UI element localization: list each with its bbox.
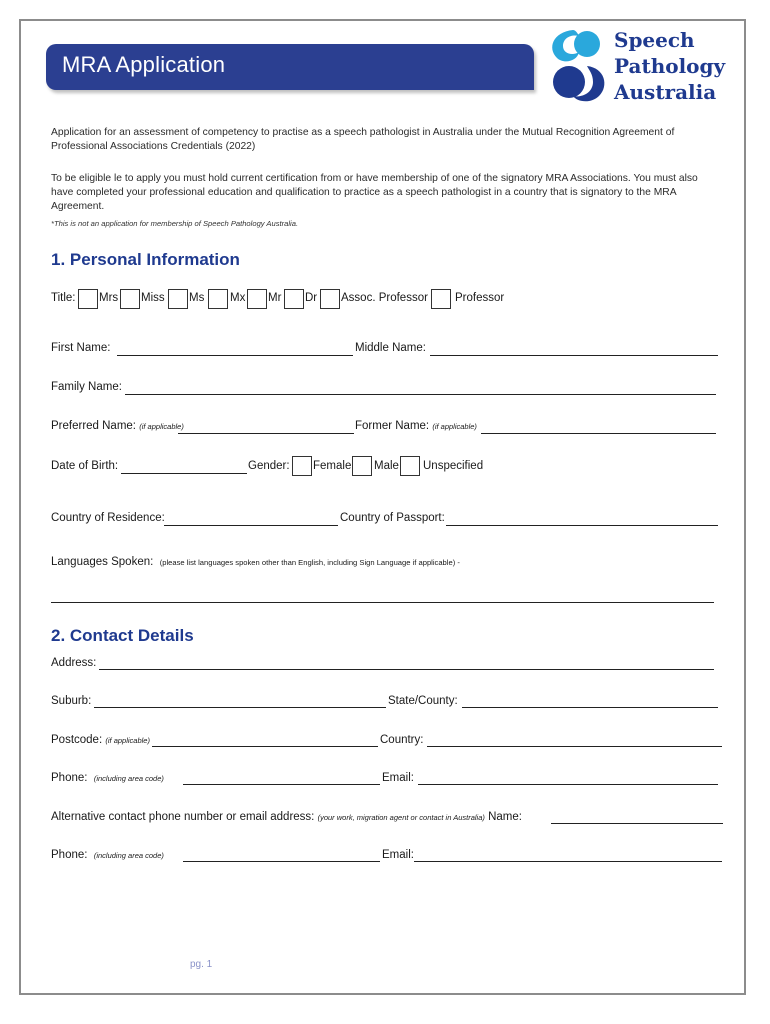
languages-spoken-label: Languages Spoken: (please list languages spoken other than English, including Sign Language if applicable) - — [51, 556, 460, 568]
title-professor-checkbox[interactable] — [431, 289, 451, 309]
title-mx-checkbox[interactable] — [208, 289, 228, 309]
postcode-label: Postcode: (if applicable) — [51, 734, 150, 746]
title-professor-label: Professor — [455, 292, 505, 304]
family-name-label: Family Name: — [51, 381, 122, 393]
title-ms-label: Ms — [189, 292, 205, 304]
alternative-contact-label: Alternative contact phone number or email address: (your work, migration agent or contact in Australia) Name: — [51, 811, 522, 823]
preferred-name-hint: (if applicable) — [139, 422, 184, 431]
gender-male-label: Male — [374, 460, 399, 472]
phone-field[interactable] — [183, 784, 380, 785]
title-mrs-checkbox[interactable] — [78, 289, 98, 309]
country-of-passport-field[interactable] — [446, 525, 718, 526]
former-name-hint: (if applicable) — [432, 422, 477, 431]
title-assoc-professor-label: Assoc. Professor — [341, 292, 428, 304]
gender-unspecified-checkbox[interactable] — [400, 456, 420, 476]
logo-line-2: Pathology — [614, 54, 726, 78]
languages-spoken-hint: (please list languages spoken other than English, including Sign Language if applicable) - — [159, 558, 460, 567]
alt-email-field[interactable] — [414, 861, 722, 862]
page-title: MRA Application — [62, 52, 226, 77]
middle-name-field[interactable] — [430, 355, 718, 356]
logo-wordmark — [614, 27, 725, 105]
country-of-residence-field[interactable] — [164, 525, 338, 526]
title-ms-checkbox[interactable] — [168, 289, 188, 309]
country-label: Country: — [380, 734, 424, 746]
title-label: Title: — [51, 292, 76, 304]
logo-line-1: Speech — [614, 28, 695, 52]
alt-email-label: Email: — [382, 849, 414, 861]
alternative-contact-hint: (your work, migration agent or contact in Australia) — [317, 813, 485, 822]
gender-label: Gender: — [248, 460, 290, 472]
former-name-label: Former Name: (if applicable) — [355, 420, 477, 432]
date-of-birth-field[interactable] — [121, 473, 247, 474]
title-mr-label: Mr — [268, 292, 282, 304]
date-of-birth-label: Date of Birth: — [51, 460, 119, 472]
suburb-label: Suburb: — [51, 695, 92, 707]
title-assoc-professor-checkbox[interactable] — [320, 289, 340, 309]
first-name-field[interactable] — [117, 355, 353, 356]
email-label: Email: — [382, 772, 414, 784]
title-miss-label: Miss — [141, 292, 165, 304]
gender-female-checkbox[interactable] — [292, 456, 312, 476]
first-name-label: First Name: — [51, 342, 111, 354]
alternative-contact-name-field[interactable] — [551, 823, 723, 824]
country-field[interactable] — [427, 746, 722, 747]
alt-phone-hint: (including area code) — [93, 851, 164, 860]
email-field[interactable] — [418, 784, 718, 785]
middle-name-label: Middle Name: — [355, 342, 426, 354]
state-county-field[interactable] — [462, 707, 718, 708]
alt-phone-label: Phone: (including area code) — [51, 849, 164, 861]
postcode-hint: (if applicable) — [105, 736, 150, 745]
intro-paragraph-1: Application for an assessment of competency to practise as a speech pathologist in Australia under the Mutual Recognition Agreement of Professional Associations Credentials (2022) — [51, 127, 675, 152]
page-number: pg. 1 — [190, 959, 213, 970]
title-mr-checkbox[interactable] — [247, 289, 267, 309]
address-field[interactable] — [99, 669, 714, 670]
title-banner — [46, 44, 534, 90]
preferred-name-label: Preferred Name: (if applicable) — [51, 420, 184, 432]
preferred-name-field[interactable] — [178, 433, 354, 434]
speech-pathology-australia-logo — [543, 26, 735, 104]
title-mx-label: Mx — [230, 292, 246, 304]
gender-female-label: Female — [313, 460, 352, 472]
country-of-residence-label: Country of Residence: — [51, 512, 165, 524]
logo-mark-icon — [543, 26, 613, 104]
contact-details-heading: 2. Contact Details — [51, 626, 194, 645]
suburb-field[interactable] — [94, 707, 386, 708]
intro-paragraph-2: To be eligible le to apply you must hold current certification from or have membership of one of the signatory MRA Associations. You must also have completed your professional education and qualification to practice as a speech pathologist in a country that is signatory to the MRA Agreement. — [51, 173, 698, 212]
postcode-field[interactable] — [152, 746, 378, 747]
personal-information-heading: 1. Personal Information — [51, 250, 240, 269]
title-mrs-label: Mrs — [99, 292, 119, 304]
phone-hint: (including area code) — [93, 774, 164, 783]
gender-unspecified-label: Unspecified — [423, 460, 484, 472]
title-dr-checkbox[interactable] — [284, 289, 304, 309]
gender-male-checkbox[interactable] — [352, 456, 372, 476]
title-dr-label: Dr — [305, 292, 318, 304]
alt-phone-field[interactable] — [183, 861, 380, 862]
country-of-passport-label: Country of Passport: — [340, 512, 445, 524]
logo-line-3: Australia — [614, 80, 717, 104]
state-county-label: State/County: — [388, 695, 458, 707]
address-label: Address: — [51, 657, 97, 669]
phone-label: Phone: (including area code) — [51, 772, 164, 784]
former-name-field[interactable] — [481, 433, 716, 434]
family-name-field[interactable] — [125, 394, 716, 395]
title-miss-checkbox[interactable] — [120, 289, 140, 309]
languages-spoken-field[interactable] — [51, 602, 714, 603]
membership-note: *This is not an application for membership of Speech Pathology Australia. — [51, 219, 299, 228]
